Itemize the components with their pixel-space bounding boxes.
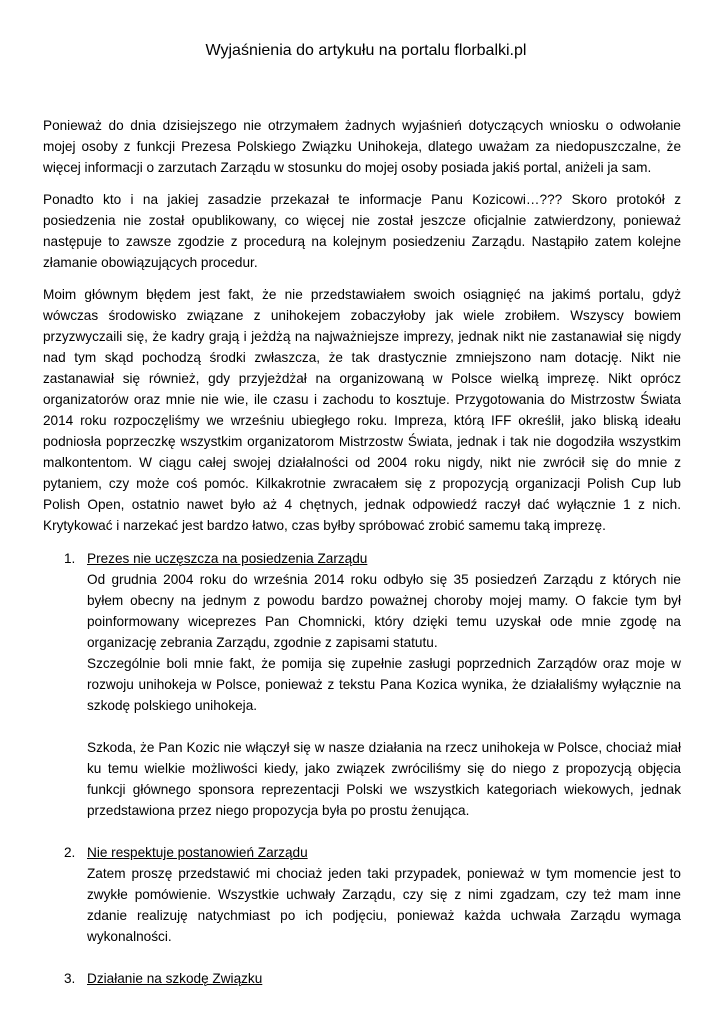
list-item-number: 1. xyxy=(64,551,76,566)
document-title: Wyjaśnienia do artykułu na portalu florbalki.pl xyxy=(205,42,527,59)
list-item-heading: Prezes nie uczęszcza na posiedzenia Zarządu xyxy=(87,551,368,566)
document-body xyxy=(43,115,681,1010)
list-item-paragraph: Od grudnia 2004 roku do września 2014 roku odbyło się 35 posiedzeń Zarządu z których nie byłem obecny na jednym z powodu bardzo poważnej choroby mojej mamy. O fakcie tym był poinformowany wiceprezes Pan Chomnicki, który dzięki temu uzyskał ode mnie zgodę na organizację zebrania Zarządu, zgodnie z zapisami statutu. xyxy=(87,572,681,650)
list-item-1 xyxy=(43,548,681,821)
list-item-paragraph: Szkoda, że Pan Kozic nie włączył się w nasze działania na rzecz unihokeja w Polsce, chociaż miał ku temu wielkie możliwości kiedy, jako związek zwróciliśmy się do niego z propozycją objęcia funkcji głównego sponsora reprezentacji Polski we wszystkich kategoriach wiekowych, jednak przedstawiona przez niego propozycja była po prostu żenująca. xyxy=(87,740,681,818)
list-item-2 xyxy=(43,842,681,947)
list-item-number: 2. xyxy=(64,845,76,860)
paragraph-3: Moim głównym błędem jest fakt, że nie przedstawiałem swoich osiągnięć na jakimś portalu, gdyż wówczas środowisko związane z unihokejem zobaczyłoby jak wiele zrobiłem. Wszyscy bowiem przyzwyczaili się, że kadry grają i jeżdżą na najważniejsze imprezy, jednak nikt nie zastanawiał się nigdy nad tym skąd pochodzą środki zwłaszcza, że tak drastycznie zmniejszono nam dotację. Nikt nie zastanawiał się również, gdy przyjeżdżał na organizowaną w Polsce wielką imprezę. Nikt oprócz organizatorów oraz mnie nie wie, ile czasu i zachodu to kosztuje. Przygotowania do Mistrzostw Świata 2014 roku rozpoczęliśmy we wrześniu ubiegłego roku. Impreza, którą IFF określił, jako bliską ideału podniosła poprzeczkę wszystkim organizatorom Mistrzostw Świata, jednak i tak nie dogodziła wszystkim malkontentom. W ciągu całej swojej działalności od 2004 roku nigdy, nikt nie zwrócił się do mnie z pytaniem, czy może coś pomóc. Kilkakrotnie zwracałem się z propozycją organizacji Polish Cup lub Polish Open, ostatnio nawet było aż 4 chętnych, jednak odpowiedź raczył dać wyłącznie 1 z nich. Krytykować i narzekać jest bardzo łatwo, czas byłby spróbować zrobić samemu taką imprezę. xyxy=(43,287,681,533)
numbered-list xyxy=(43,548,681,989)
list-item-number: 3. xyxy=(64,971,76,986)
list-item-heading: Nie respektuje postanowień Zarządu xyxy=(87,845,308,860)
paragraph-1: Ponieważ do dnia dzisiejszego nie otrzymałem żadnych wyjaśnień dotyczących wniosku o odwołanie mojej osoby z funkcji Prezesa Polskiego Związku Unihokeja, dlatego uważam za niedopuszczalne, że więcej informacji o zarzutach Zarządu w stosunku do mojej osoby posiada jakiś portal, aniżeli ja sam. xyxy=(43,118,681,175)
list-item-heading: Działanie na szkodę Związku xyxy=(87,971,263,986)
list-item-paragraph: Szczególnie boli mnie fakt, że pomija się zupełnie zasługi poprzednich Zarządów oraz moje w rozwoju unihokeja w Polsce, ponieważ z tekstu Pana Kozica wynika, że działaliśmy wyłącznie na szkodę polskiego unihokeja. xyxy=(87,656,681,713)
list-item-3 xyxy=(43,968,681,989)
list-item-paragraph: Zatem proszę przedstawić mi chociaż jeden taki przypadek, ponieważ w tym momencie jest to zwykłe pomówienie. Wszystkie uchwały Zarządu, czy się z nimi zgadzam, czy też mam inne zdanie realizuję natychmiast po ich podjęciu, ponieważ każda uchwała Zarządu wymaga wykonalności. xyxy=(87,866,681,944)
paragraph-2: Ponadto kto i na jakiej zasadzie przekazał te informacje Panu Kozicowi…??? Skoro protokół z posiedzenia nie został opublikowany, co więcej nie został jeszcze oficjalnie zatwierdzony, ponieważ następuje to zawsze zgodzie z procedurą na kolejnym posiedzeniu Zarządu. Nastąpiło zatem kolejne złamanie obowiązujących procedur. xyxy=(43,192,681,270)
